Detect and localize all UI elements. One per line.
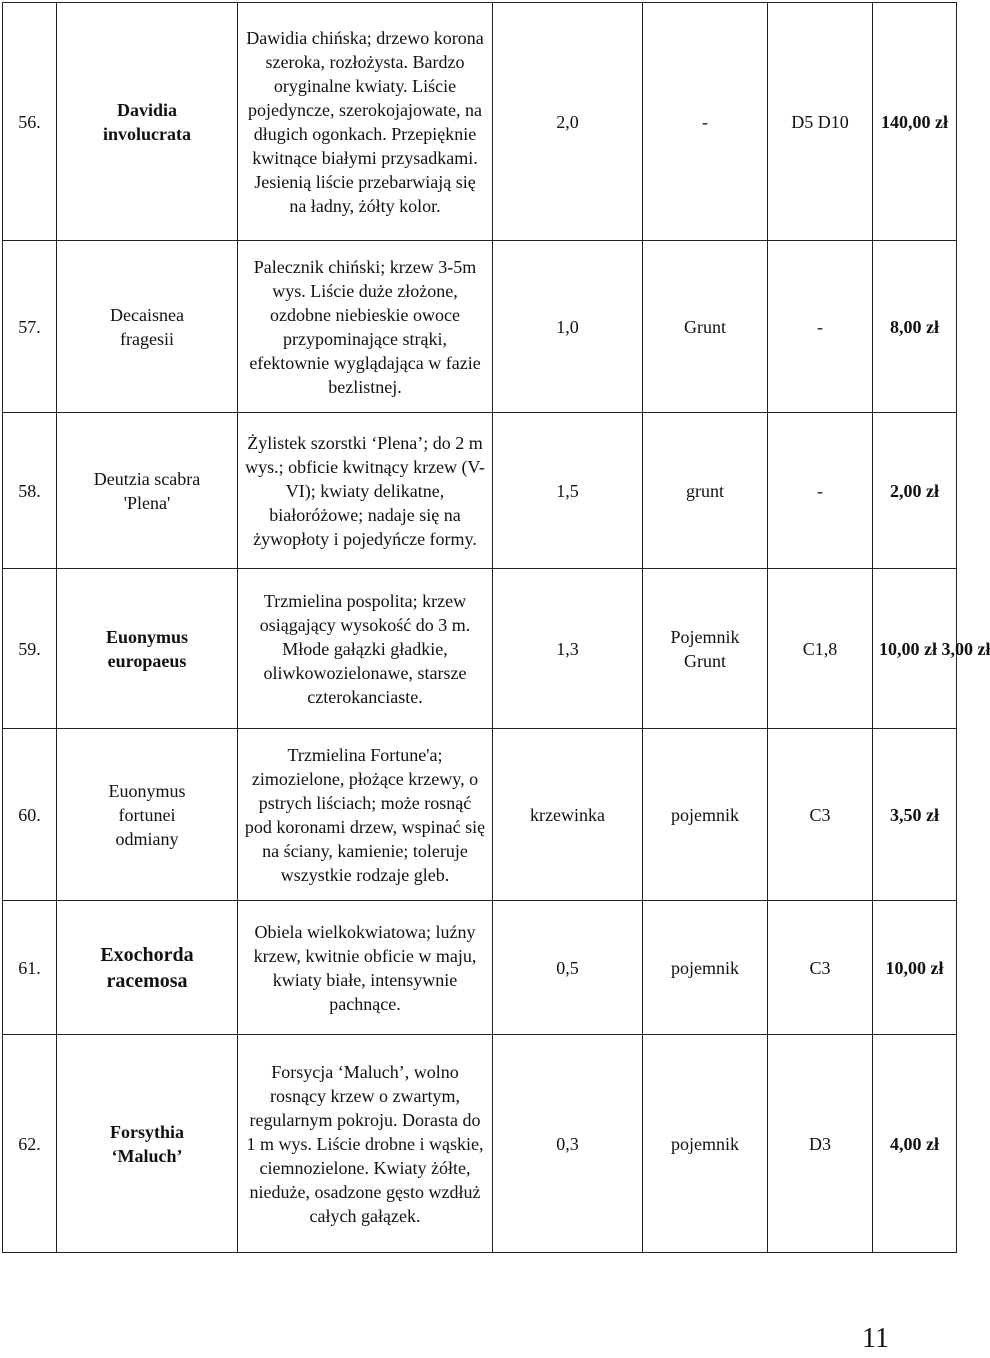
container-size: D3 (768, 1035, 873, 1253)
table-row (3, 901, 957, 1035)
plant-size: 0,3 (493, 1035, 643, 1253)
latin-name: Decaisnea fragesii (57, 241, 238, 413)
table-row (3, 1035, 957, 1253)
pot-type: grunt (643, 413, 768, 569)
row-number: 57. (3, 241, 57, 413)
plant-size: krzewinka (493, 729, 643, 901)
plant-size: 1,0 (493, 241, 643, 413)
pot-type: Pojemnik Grunt (643, 569, 768, 729)
pot-type: pojemnik (643, 729, 768, 901)
container-size: C3 (768, 729, 873, 901)
container-size: C3 (768, 901, 873, 1035)
plant-description: Żylistek szorstki ‘Plena’; do 2 m wys.; obficie kwitnący krzew (V-VI); kwiaty delikatne, białoróżowe; nadaje się na żywopłoty i pojedyńcze formy. (238, 413, 493, 569)
plant-size: 2,0 (493, 3, 643, 241)
table-row (3, 3, 957, 241)
container-size: C1,8 (768, 569, 873, 729)
pot-type: Grunt (643, 241, 768, 413)
latin-name: Deutzia scabra 'Plena' (57, 413, 238, 569)
plant-description: Forsycja ‘Maluch’, wolno rosnący krzew o zwartym, regularnym pokroju. Dorasta do 1 m wys. Liście drobne i wąskie, ciemnozielone. Kwiaty żółte, nieduże, osadzone gęsto wzdłuż całych gałązek. (238, 1035, 493, 1253)
plant-description: Trzmielina Fortune'a; zimozielone, płożące krzewy, o pstrych liściach; może rosnąć pod koronami drzew, wspinać się na ściany, kamienie; toleruje wszystkie rodzaje gleb. (238, 729, 493, 901)
container-size: - (768, 241, 873, 413)
price: 10,00 zł 3,00 zł (873, 569, 957, 729)
plant-size: 1,5 (493, 413, 643, 569)
table-row (3, 241, 957, 413)
plant-size: 1,3 (493, 569, 643, 729)
plant-description: Palecznik chiński; krzew 3-5m wys. Liście duże złożone, ozdobne niebieskie owoce przypominające strąki, efektownie wyglądająca w fazie bezlistnej. (238, 241, 493, 413)
container-size: - (768, 413, 873, 569)
row-number: 58. (3, 413, 57, 569)
price: 10,00 zł (873, 901, 957, 1035)
latin-name: Davidia involucrata (57, 3, 238, 241)
plant-size: 0,5 (493, 901, 643, 1035)
latin-name: Euonymus fortunei odmiany (57, 729, 238, 901)
plant-catalog-table (2, 2, 990, 1253)
row-number: 62. (3, 1035, 57, 1253)
table-row (3, 413, 957, 569)
plant-description: Obiela wielkokwiatowa; luźny krzew, kwitnie obficie w maju, kwiaty białe, intensywnie pachnące. (238, 901, 493, 1035)
pot-type: - (643, 3, 768, 241)
table-row (3, 729, 957, 901)
row-number: 61. (3, 901, 57, 1035)
price: 8,00 zł (873, 241, 957, 413)
price: 140,00 zł (873, 3, 957, 241)
price: 2,00 zł (873, 413, 957, 569)
price: 4,00 zł (873, 1035, 957, 1253)
latin-name: Euonymus europaeus (57, 569, 238, 729)
price: 3,50 zł (873, 729, 957, 901)
latin-name: Forsythia ‘Maluch’ (57, 1035, 238, 1253)
row-number: 59. (3, 569, 57, 729)
row-number: 60. (3, 729, 57, 901)
latin-name: Exochorda racemosa (57, 901, 238, 1035)
pot-type: pojemnik (643, 901, 768, 1035)
plant-description: Dawidia chińska; drzewo korona szeroka, rozłożysta. Bardzo oryginalne kwiaty. Liście pojedyncze, szerokojajowate, na długich ogonkach. Przepięknie kwitnące białymi przysadkami. Jesienią liście przebarwiają się na ładny, żółty kolor. (238, 3, 493, 241)
page-number: 11 (862, 1323, 889, 1354)
plant-description: Trzmielina pospolita; krzew osiągający wysokość do 3 m. Młode gałązki gładkie, oliwkowozielonawe, starsze czterokanciaste. (238, 569, 493, 729)
container-size: D5 D10 (768, 3, 873, 241)
row-number: 56. (3, 3, 57, 241)
table-row (3, 569, 957, 729)
pot-type: pojemnik (643, 1035, 768, 1253)
